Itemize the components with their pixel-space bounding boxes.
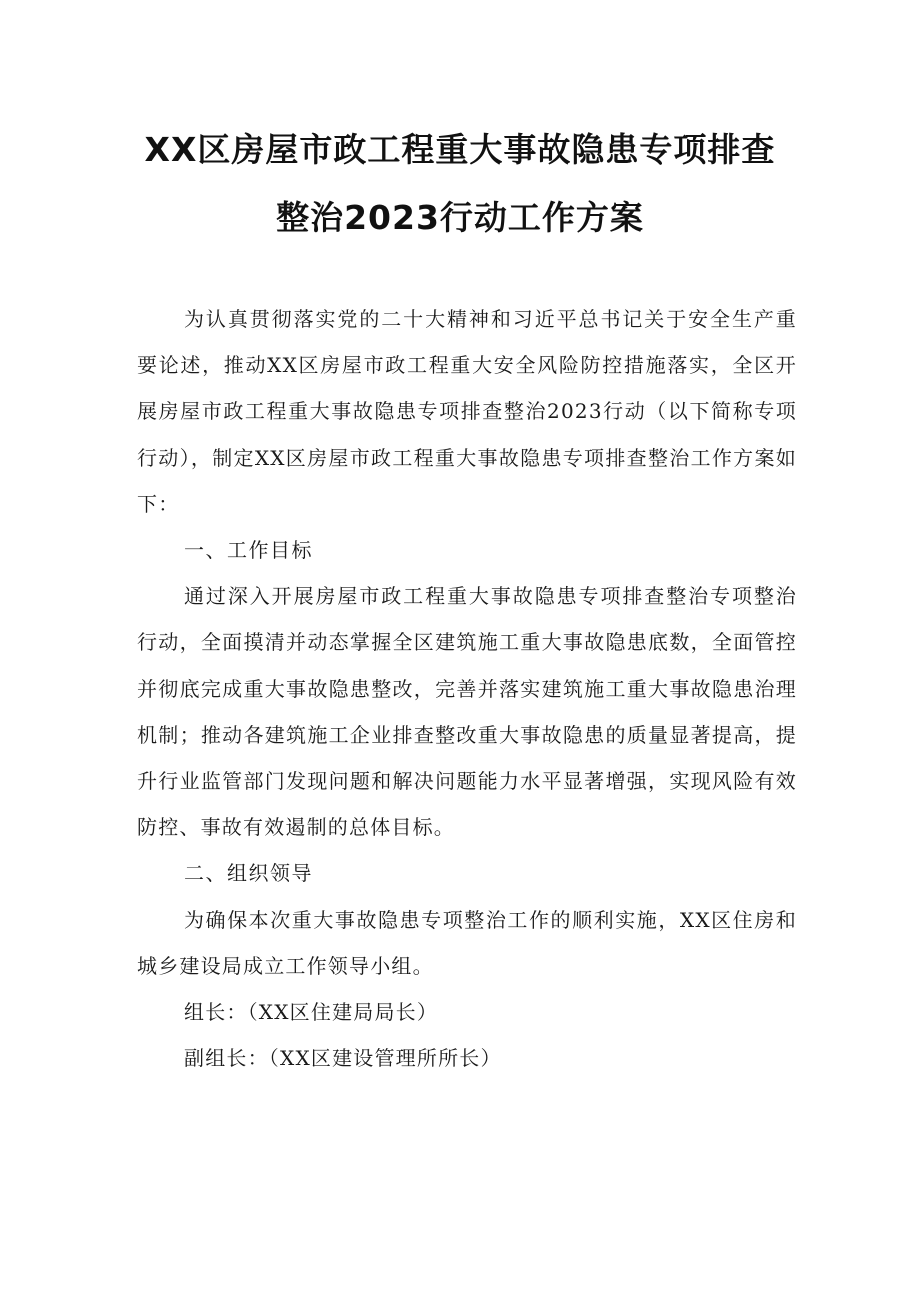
work-goals-paragraph: 通过深入开展房屋市政工程重大事故隐患专项排查整治专项整治行动，全面摸清并动态掌握全区建筑施工重大事故隐患底数，全面管控并彻底完成重大事故隐患整改，完善并落实建筑施工重大事故隐患治理机制；推动各建筑施工企业排查整改重大事故隐患的质量显著提高，提升行业监管部门发现问题和解决问题能力水平显著增强，实现风险有效防控、事故有效遏制的总体目标。 — [137, 584, 797, 840]
organization-paragraph: 为确保本次重大事故隐患专项整治工作的顺利实施，XX区住房和城乡建设局成立工作领导小组。 — [137, 907, 797, 978]
deputy-leader-line: 副组长：（XX区建设管理所所长） — [184, 1046, 502, 1071]
group-leader-line: 组长：（XX区住建局局长） — [184, 1000, 439, 1025]
document-title-line-2: 整治2023行动工作方案 — [276, 198, 644, 237]
section-heading-organization: 二、组织领导 — [184, 861, 313, 886]
document-body — [137, 296, 797, 1081]
document-title-line-1: XX区房屋市政工程重大事故隐患专项排查 — [144, 130, 776, 169]
section-heading-work-goals: 一、工作目标 — [184, 538, 313, 563]
intro-paragraph: 为认真贯彻落实党的二十大精神和习近平总书记关于安全生产重要论述，推动XX区房屋市政工程重大安全风险防控措施落实，全区开展房屋市政工程重大事故隐患专项排查整治2023行动（以下简称专项行动），制定XX区房屋市政工程重大事故隐患专项排查整治工作方案如下： — [137, 307, 797, 516]
